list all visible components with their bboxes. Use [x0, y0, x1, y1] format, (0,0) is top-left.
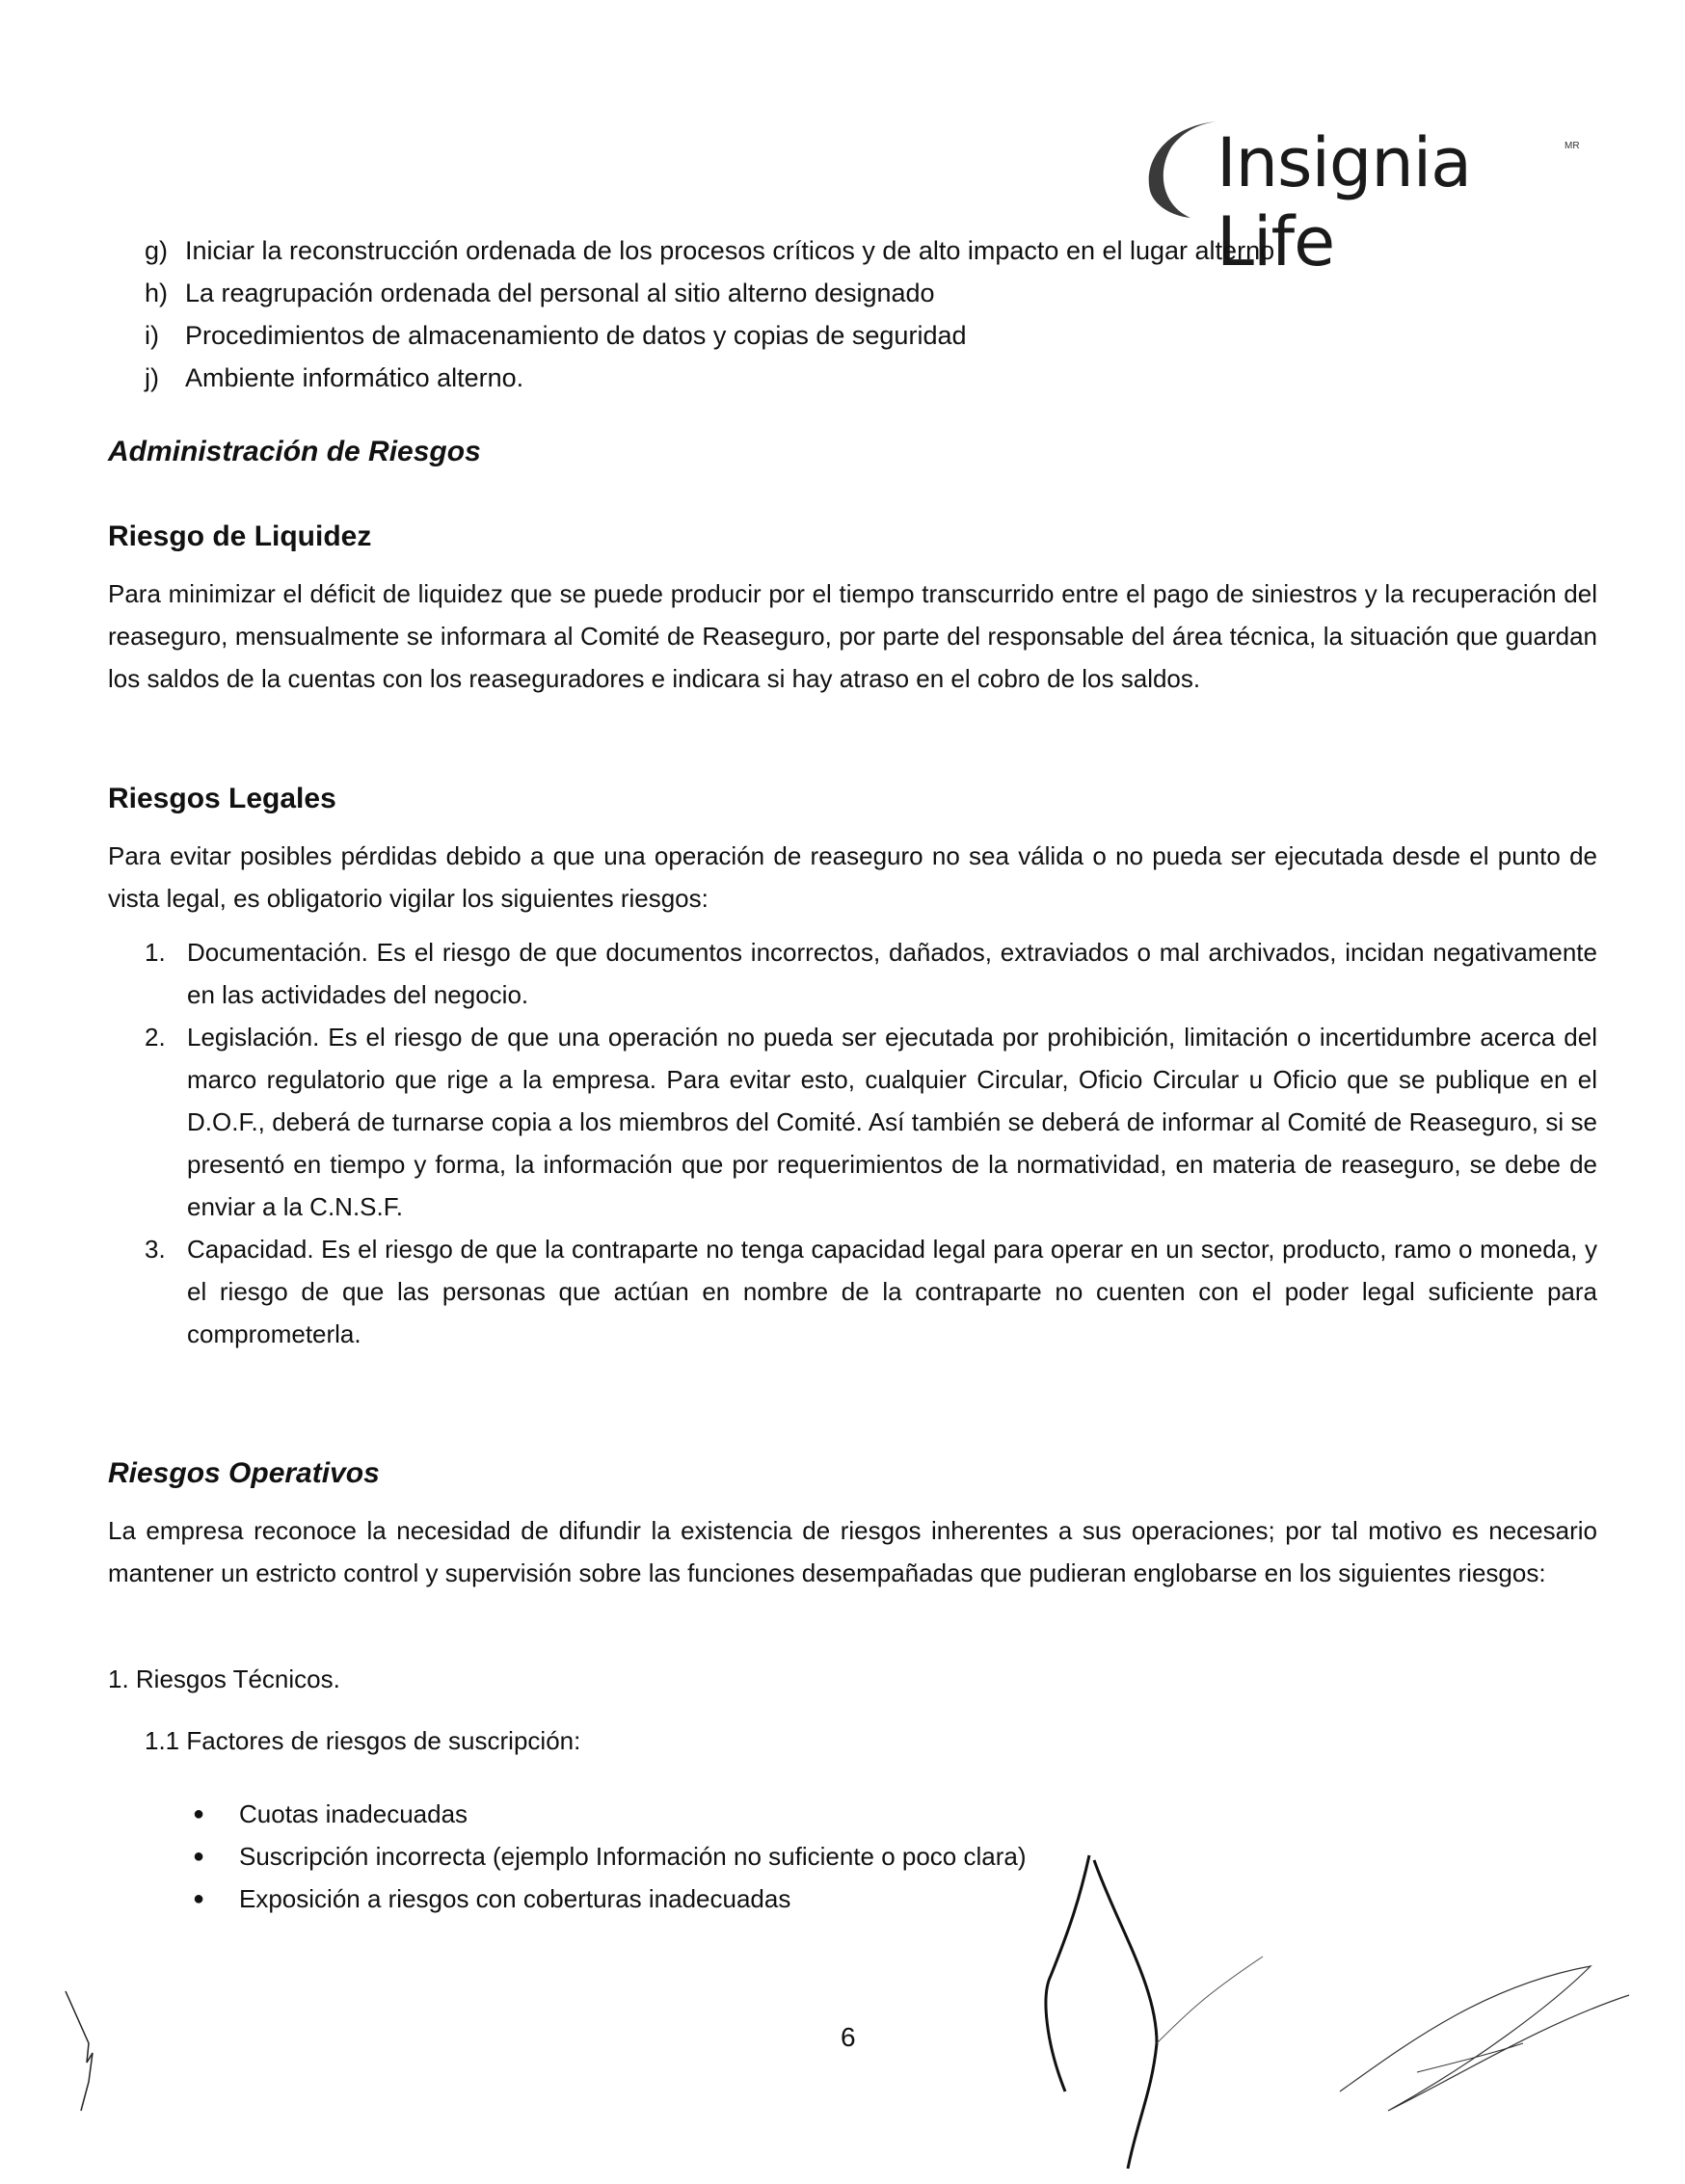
logo-wordmark: Insignia Life — [1217, 123, 1472, 281]
liquidez-paragraph: Para minimizar el déficit de liquidez que se puede producir por el tiempo transcurrido entre el pago de siniestros y la recuperación del reaseguro, mensualmente se informara al Comité de Reaseguro, por parte del responsable del área técnica, la situación que guardan los saldos de la cuentas con los reaseguradores e indicara si hay atraso en el cobro de los saldos. — [108, 579, 1597, 693]
page-number: 6 — [841, 2022, 856, 2052]
suscripcion-bullets — [193, 1793, 1027, 1920]
section-heading-operativos: Riesgos Operativos — [108, 1457, 380, 1489]
list-item: j) Ambiente informático alterno. — [145, 363, 524, 392]
suscripcion-subheading: 1.1 Factores de riesgos de suscripción: — [145, 1726, 581, 1755]
list-item: 2. Legislación. Es el riesgo de que una operación no pueda ser ejecutada por prohibición, limitación o incertidumbre acerca del marco regulatorio que rige a la empresa. Para evitar esto, cualquier Circular, Oficio Circular u Oficio que se publique en el D.O.F., deberá de turnarse copia a los miembros del Comité. Así también se deberá de informar al Comité de Reaseguro, si se presentó en tiempo y forma, la información que por requerimientos de la normatividad, en materia de reaseguro, se debe de enviar a la C.N.S.F. — [145, 1023, 1597, 1221]
section-heading-liquidez: Riesgo de Liquidez — [108, 520, 372, 552]
bullet-item: ● Cuotas inadecuadas — [193, 1793, 1027, 1835]
list-item: i) Procedimientos de almacenamiento de datos y copias de seguridad — [145, 321, 967, 350]
signature-right-icon — [1330, 1947, 1648, 2120]
crescent-moon-icon — [1133, 114, 1219, 220]
section-heading-administracion: Administración de Riesgos — [108, 436, 481, 467]
riesgos-tecnicos-item: 1. Riesgos Técnicos. — [108, 1665, 340, 1693]
signature-left-icon — [58, 1985, 164, 2120]
continued-list — [145, 229, 1274, 399]
section-heading-legales: Riesgos Legales — [108, 783, 336, 814]
list-item: g) Iniciar la reconstrucción ordenada de los procesos críticos y de alto impacto en el lugar alterno — [145, 236, 1275, 265]
signature-center-icon — [1003, 1851, 1311, 2178]
legales-list — [145, 931, 1597, 1355]
operativos-paragraph: La empresa reconoce la necesidad de difundir la existencia de riesgos inherentes a sus operaciones; por tal motivo es necesario mantener un estricto control y supervisión sobre las funciones desempañadas que pudieran englobarse en los siguientes riesgos: — [108, 1516, 1597, 1587]
list-item: 1. Documentación. Es el riesgo de que documentos incorrectos, dañados, extraviados o mal archivados, incidan negativamente en las actividades del negocio. — [145, 938, 1597, 1009]
list-item: 3. Capacidad. Es el riesgo de que la contraparte no tenga capacidad legal para operar en un sector, producto, ramo o moneda, y el riesgo de que las personas que actúan en nombre de la contraparte no cuenten con el poder legal suficiente para comprometerla. — [145, 1235, 1597, 1348]
logo-trademark: MR — [1565, 141, 1580, 151]
bullet-icon: ● — [193, 1888, 205, 1909]
bullet-item: ● Exposición a riesgos con coberturas inadecuadas — [193, 1878, 1027, 1920]
bullet-icon: ● — [193, 1846, 205, 1867]
list-item: h) La reagrupación ordenada del personal al sitio alterno designado — [145, 279, 935, 307]
bullet-icon: ● — [193, 1803, 205, 1824]
legales-paragraph: Para evitar posibles pérdidas debido a que una operación de reaseguro no sea válida o no pueda ser ejecutada desde el punto de vista legal, es obligatorio vigilar los siguientes riesgos: — [108, 841, 1597, 913]
bullet-item: ● Suscripción incorrecta (ejemplo Información no suficiente o poco clara) — [193, 1835, 1027, 1878]
insignia-life-logo — [1133, 114, 1586, 281]
